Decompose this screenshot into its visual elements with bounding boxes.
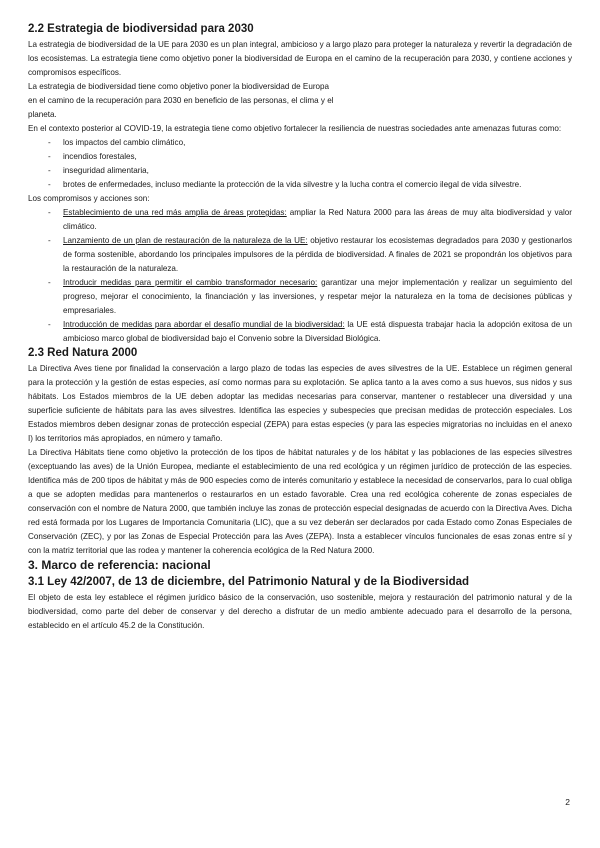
page-number: 2 [565, 797, 570, 807]
dash-bullet: - [48, 236, 51, 245]
dash-bullet: - [48, 208, 51, 217]
list-item [28, 178, 572, 192]
list-item [28, 164, 572, 178]
paragraph: La Directiva Aves tiene por finalidad la conservación a largo plazo de todas las especies de aves silvestres de la UE. Establece un régimen general para la protección y la gestión de estas especies, así como normas para su explotación. Se aplica tanto a la aves como a sus huevos, sus nidos y sus hábitats. Los Estados miembros de la UE deben adoptar las medidas necesarias para conservar, mantener o restablecer una diversidad y una superficie suficiente de hábitats para las aves silvestres. Identifica las especies y subespecies que precisan medidas de protección especiales. Los Estados miembros deben designar zonas de protección especial (ZEPA) para estas especies (y para las especies migratorias no incluidas en el anexo I) los territorios más apropiados, en número y tamaño. [28, 364, 572, 443]
dash-bullet: - [48, 320, 51, 329]
list-item [28, 234, 572, 276]
document-page [28, 22, 572, 633]
dash-bullet: - [48, 138, 51, 147]
paragraph: Los compromisos y acciones son: [28, 194, 150, 203]
list-item [28, 318, 572, 346]
commitment-text: objetivo restaurar los ecosistemas degradados para 2030 y gestionarlos de forma sostenible, abordando los principales impulsores de la pérdida de biodiversidad. A finales de 2021 se propondrán los objetivos para la restauración de la naturaleza. [63, 236, 573, 273]
dash-bullet: - [48, 152, 51, 161]
paragraph-line: en el camino de la recuperación para 2030 en beneficio de las personas, el clima y el [28, 96, 334, 105]
commitment-title: Introducción de medidas para abordar el desafío mundial de la biodiversidad: [63, 320, 345, 329]
dash-bullet: - [48, 166, 51, 175]
list-item-text: inseguridad alimentaria, [63, 166, 149, 175]
list-item [28, 150, 572, 164]
commitment-title: Lanzamiento de un plan de restauración de la naturaleza de la UE: [63, 236, 308, 245]
list-item-text: los impactos del cambio climático, [63, 138, 186, 147]
list-item-text: brotes de enfermedades, incluso mediante la protección de la vida silvestre y la lucha contra el comercio ilegal de vida silvestre. [63, 180, 522, 189]
dash-bullet: - [48, 180, 51, 189]
commitment-title: Introducir medidas para permitir el cambio transformador necesario: [63, 278, 318, 287]
commitment-text: la UE está dispuesta trabajar hacia la adopción exitosa de un ambicioso marco global de biodiversidad bajo el Convenio sobre la Diversidad Biológica. [63, 320, 572, 343]
threats-list [28, 136, 572, 192]
list-item [28, 276, 572, 318]
paragraph: La estrategia de biodiversidad de la UE para 2030 es un plan integral, ambicioso y a largo plazo para proteger la naturaleza y revertir la degradación de los ecosistemas. La estrategia tiene como objetivo poner la biodiversidad de Europa en el camino de la recuperación para 2030, y contiene acciones y compromisos específicos. [28, 40, 572, 77]
paragraph: La Directiva Hábitats tiene como objetivo la protección de los tipos de hábitat naturales y de los hábitat y las poblaciones de las especies silvestres (exceptuando las aves) de la Unión Europea, mediante el establecimiento de una red ecológica y un régimen jurídico de protección de las especies. Identifica más de 200 tipos de hábitat y más de 900 especies como de interés comunitario y establece la necesidad de conservarlos, para lo cual obliga a que se adopten medidas para mantenerlos o restaurarlos en un estado favorable. Crea una red ecológica coherente de zonas especiales de conservación con el nombre de Natura 2000, que también incluye las zonas de protección especial designadas de acuerdo con la Directiva Aves. Dicha red está formada por los Lugares de Importancia Comunitaria (LIC), que a su vez deberán ser declarados por cada Estado como Zonas Especiales de Conservación (ZEC), y por las Zonas de Especial Protección para las Aves (ZEPA). Insta a establecer vínculos funcionales de esas zonas entre sí y con la matriz territorial que las rodea y mantener la coherencia ecológica de la Red Natura 2000. [28, 448, 572, 555]
section-heading-2-2: 2.2 Estrategia de biodiversidad para 2030 [28, 23, 254, 35]
list-item [28, 136, 572, 150]
section-heading-3-1: 3.1 Ley 42/2007, de 13 de diciembre, del Patrimonio Natural y de la Biodiversidad [28, 576, 470, 588]
list-item [28, 206, 572, 234]
section-heading-3: 3. Marco de referencia: nacional [28, 558, 211, 572]
paragraph: El objeto de esta ley establece el régimen jurídico básico de la conservación, uso sostenible, mejora y restauración del patrimonio natural y de la biodiversidad, como parte del deber de conservar y del derecho a disfrutar de un medio ambiente adecuado para el desarrollo de la persona, establecido en el artículo 45.2 de la Constitución. [28, 593, 572, 630]
commitment-title: Establecimiento de una red más amplia de áreas protegidas: [63, 208, 287, 217]
commitment-text: ampliar la Red Natura 2000 para las áreas de muy alta biodiversidad y valor climático. [63, 208, 572, 231]
list-item-text: incendios forestales, [63, 152, 137, 161]
paragraph: En el contexto posterior al COVID-19, la estrategia tiene como objetivo fortalecer la resiliencia de nuestras sociedades ante amenazas futuras como: [28, 124, 562, 133]
commitments-list [28, 206, 572, 346]
paragraph-line: planeta. [28, 110, 57, 119]
section-heading-2-3: 2.3 Red Natura 2000 [28, 347, 138, 359]
paragraph [28, 80, 572, 122]
dash-bullet: - [48, 278, 51, 287]
commitment-text: garantizar una mejor implementación y realizar un seguimiento del progreso, mejorar el conocimiento, la financiación y las inversiones, y respetar mejor la naturaleza en la toma de decisiones públicas y empresariales. [63, 278, 572, 315]
paragraph-line: La estrategia de biodiversidad tiene como objetivo poner la biodiversidad de Europa [28, 82, 330, 91]
